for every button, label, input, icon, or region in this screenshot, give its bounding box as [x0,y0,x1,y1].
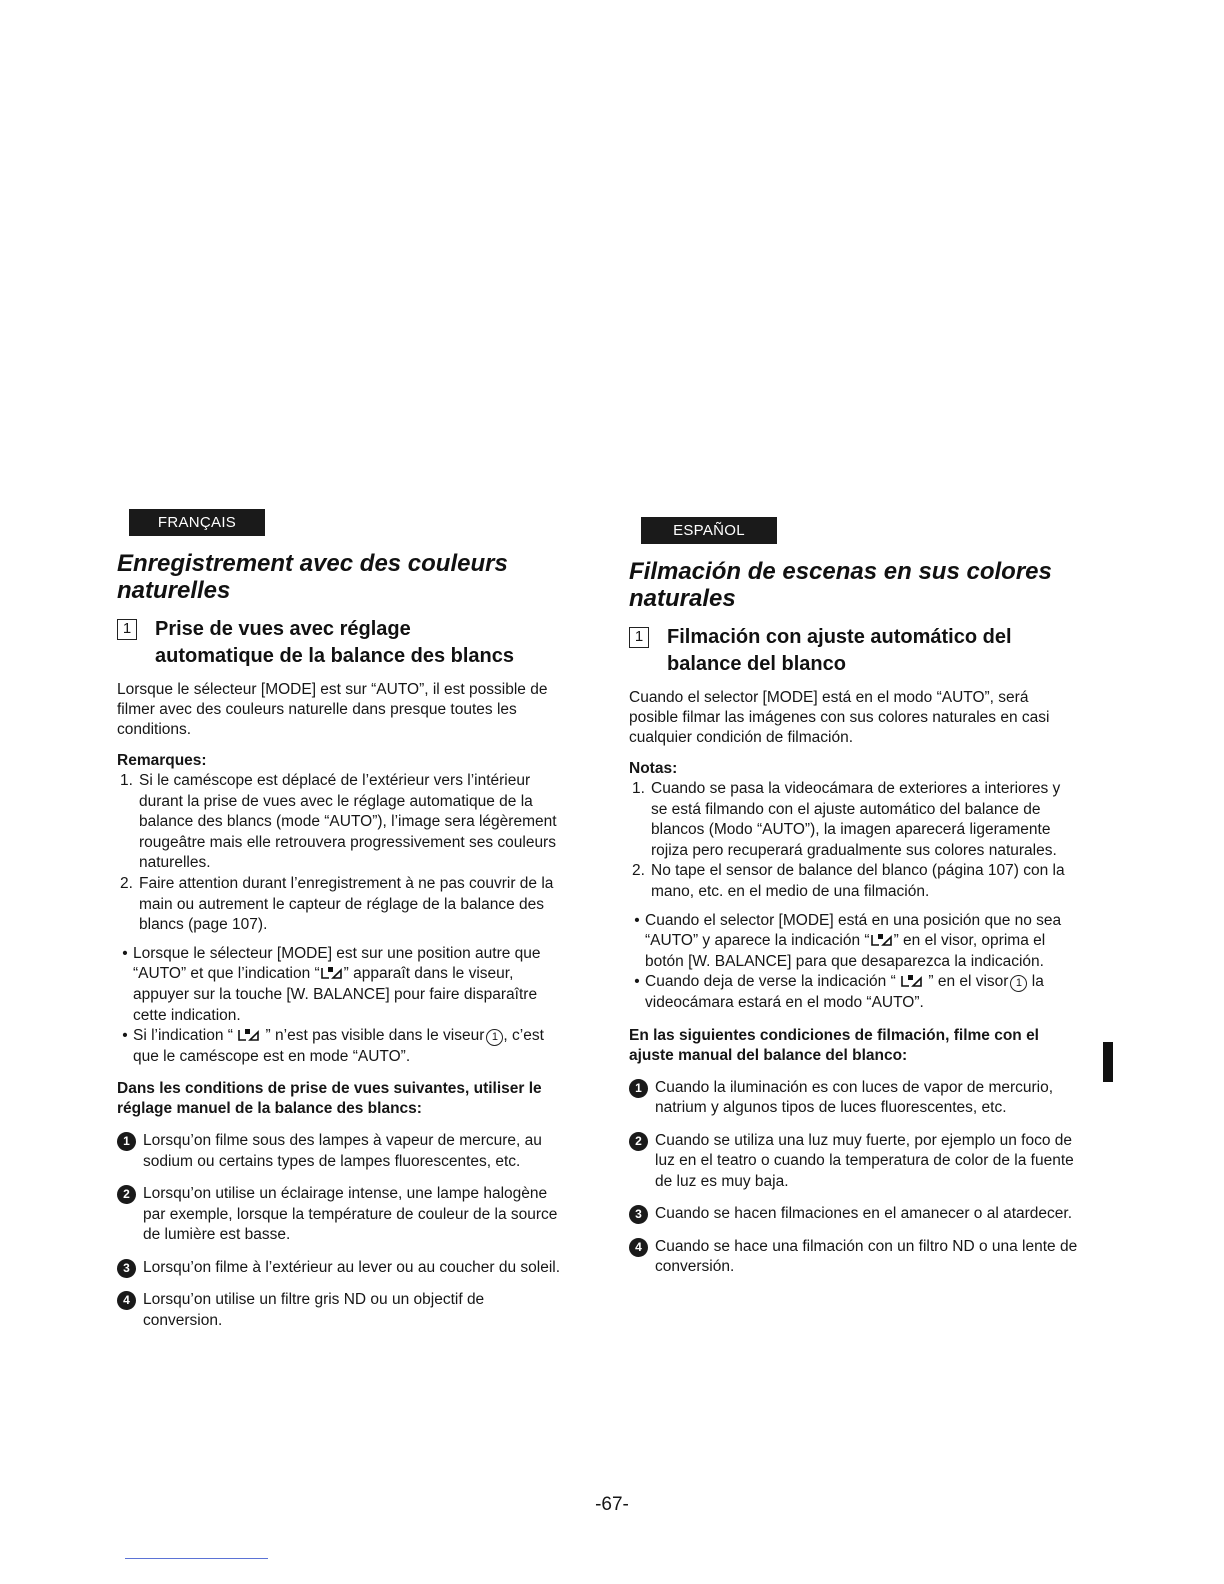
section-title-line2: automatique de la balance des blancs [155,645,515,667]
section-number-box: 1 [117,619,137,640]
column-francais [117,509,567,1331]
condition-item: 3 Cuando se hacen filmaciones en el amanecer o al atardecer. [629,1204,1079,1225]
condition-item: 1 Cuando la iluminación es con luces de vapor de mercurio, natrium y algunos tipos de luces fluorescentes, etc. [629,1078,1079,1119]
conditions-heading: En las siguientes condiciones de filmación, filme con el ajuste manual del balance del blanco: [629,1026,1039,1064]
condition-number-icon: 2 [629,1132,648,1151]
conditions-heading: Dans les conditions de prise de vues suivantes, utiliser le réglage manuel de la balance des blancs: [117,1080,542,1118]
bullet-dot: • [634,911,640,929]
language-badge: ESPAÑOL [641,517,777,544]
white-balance-icon [901,974,923,988]
condition-number-icon: 1 [117,1132,136,1151]
page-title: Enregistrement avec des couleurs naturelles [117,550,508,604]
white-balance-icon [871,933,893,947]
bullet-item: • Cuando deja de verse la indicación “ ” en el visor 1 la videocámara estará en el modo “AUTO”. [629,972,1079,1013]
section-tab-marker [1103,1042,1113,1082]
bullet-item: • Lorsque le sélecteur [MODE] est sur une position autre que “AUTO” et que l’indication “ ” apparaît dans le viseur, appuyer sur la touche [W. BALANCE] pour faire disparaître cette indication. [117,944,567,1026]
section-number-box: 1 [629,627,649,648]
condition-item: 2 Cuando se utiliza una luz muy fuerte, por ejemplo un foco de luz en el teatro o cuando la temperatura de color de la fuente de luz es muy baja. [629,1131,1079,1193]
page-title: Filmación de escenas en sus colores naturales [629,558,1052,612]
section-heading [117,616,567,670]
condition-item: 2 Lorsqu’on utilise un éclairage intense, une lampe halogène par exemple, lorsque la température de couleur de la source de lumière est basse. [117,1184,567,1246]
column-espanol [629,517,1079,1278]
condition-number-icon: 4 [117,1291,136,1310]
condition-number-icon: 1 [629,1079,648,1098]
condition-item: 4 Cuando se hace una filmación con un filtro ND o una lente de conversión. [629,1237,1079,1278]
page-number: -67- [595,1494,629,1515]
section-title-line1: Filmación con ajuste automático del [667,626,1012,648]
circled-1-icon: 1 [486,1029,503,1046]
notes-list [629,779,1079,903]
language-badge: FRANÇAIS [129,509,265,536]
conditions-list [117,1131,567,1331]
footer-rule [125,1558,268,1559]
section-title [155,616,514,670]
note-item: 1. Cuando se pasa la videocámara de exteriores a interiores y se está filmando con el ajuste automático del balance de blancos (Modo “AUTO”), la imagen aparecerá ligeramente rojiza pero recuperará gradualmente sus colores naturales. [632,780,1061,859]
section-title [667,624,1012,678]
intro-paragraph: Cuando el selector [MODE] está en el modo “AUTO”, será posible filmar las imágenes con sus colores naturales en casi cualquier condición de filmación. [629,689,1050,746]
bullet-dot: • [122,1027,128,1045]
section-title-line2: balance del blanco [667,653,846,675]
bullet-list [629,911,1079,1014]
bullet-dot: • [122,944,128,962]
bullet-item: • Si l’indication “ ” n’est pas visible dans le viseur 1 , c’est que le caméscope est en mode “AUTO”. [117,1026,567,1067]
section-title-line1: Prise de vues avec réglage [155,618,411,640]
condition-number-icon: 3 [629,1205,648,1224]
bullet-dot: • [634,973,640,991]
bullet-item: • Cuando el selector [MODE] está en una posición que no sea “AUTO” y aparece la indicación “ ” en el visor, oprima el botón [W. BALANCE] para que desaparezca la indicación. [629,911,1079,973]
condition-number-icon: 2 [117,1185,136,1204]
condition-number-icon: 3 [117,1259,136,1278]
note-item: 2. No tape el sensor de balance del blanco (página 107) con la mano, etc. en el medio de una filmación. [632,862,1065,900]
circled-1-icon: 1 [1010,975,1027,992]
conditions-list [629,1078,1079,1278]
intro-paragraph: Lorsque le sélecteur [MODE] est sur “AUTO”, il est possible de filmer avec des couleurs naturelle dans presque toutes les conditions. [117,681,548,738]
bullet-list [117,944,567,1068]
condition-item: 1 Lorsqu’on filme sous des lampes à vapeur de mercure, au sodium ou certains types de lampes fluorescentes, etc. [117,1131,567,1172]
white-balance-icon [321,966,343,980]
note-item: 1. Si le caméscope est déplacé de l’extérieur vers l’intérieur durant la prise de vues avec le réglage automatique de la balance des blancs (mode “AUTO”), l’image sera légèrement rougeâtre mais elle retrouvera progressivement ses couleurs naturelles. [120,772,557,872]
note-item: 2. Faire attention durant l’enregistrement à ne pas couvrir de la main ou autrement le capteur de réglage de la balance des blancs (page 107). [120,874,554,934]
condition-item: 3 Lorsqu’on filme à l’extérieur au lever ou au coucher du soleil. [117,1258,567,1279]
notes-label: Notas: [629,760,678,777]
white-balance-icon [238,1028,260,1042]
condition-item: 4 Lorsqu’on utilise un filtre gris ND ou un objectif de conversion. [117,1290,567,1331]
section-heading [629,624,1079,678]
notes-label: Remarques: [117,752,207,769]
notes-list [117,771,567,936]
condition-number-icon: 4 [629,1238,648,1257]
